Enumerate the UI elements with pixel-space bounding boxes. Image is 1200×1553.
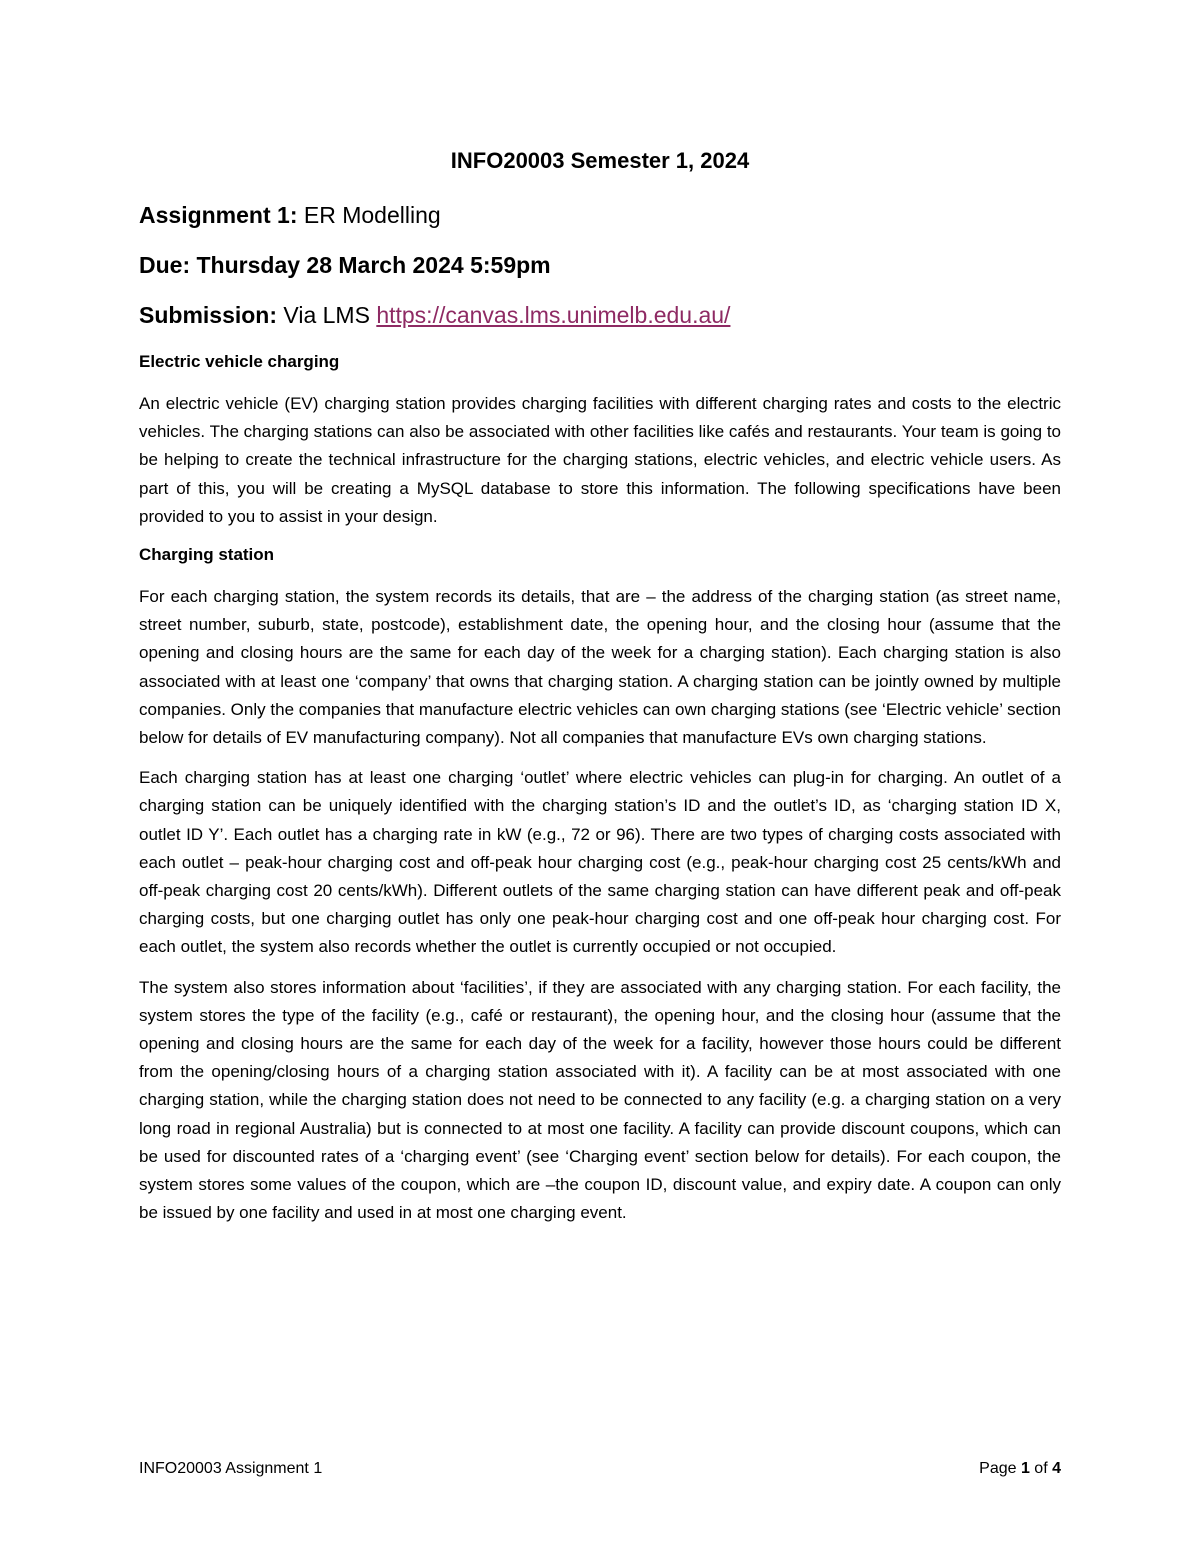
submission-link[interactable]: https://canvas.lms.unimelb.edu.au/ xyxy=(376,302,731,328)
submission-via: Via LMS xyxy=(277,302,377,328)
paragraph: Each charging station has at least one charging ‘outlet’ where electric vehicles can plug-in for charging. An outlet of a charging station can be uniquely identified with the charging station’s ID and the outlet’s ID, as ‘charging station ID X, outlet ID Y’. Each outlet has a charging rate in kW (e.g., 72 or 96). There are two types of charging costs associated with each outlet – peak-hour charging cost and off-peak hour charging cost (e.g., peak-hour charging cost 25 cents/kWh and off-peak charging cost 20 cents/kWh). Different outlets of the same charging station can have different peak and off-peak charging costs, but one charging outlet has only one peak-hour charging cost and one off-peak hour charging cost. For each outlet, the system also records whether the outlet is currently occupied or not occupied. xyxy=(139,768,1061,957)
footer-page-word: Page xyxy=(979,1460,1021,1477)
section-heading-ev-charging: Electric vehicle charging xyxy=(139,352,340,371)
assignment-value: ER Modelling xyxy=(297,202,441,228)
footer-page-number xyxy=(979,1460,1061,1478)
submission-label: Submission: xyxy=(139,302,278,328)
document-title: INFO20003 Semester 1, 2024 xyxy=(450,148,750,173)
document-page xyxy=(139,138,1061,1239)
assignment-label: Assignment 1: xyxy=(139,202,298,228)
paragraph: For each charging station, the system records its details, that are – the address of the charging station (as street name, street number, suburb, state, postcode), establishment date, the opening hour, and the closing hour (assume that the opening and closing hours are the same for each day of the week for a charging station). Each charging station is also associated with at least one ‘company’ that owns that charging station. A charging station can be jointly owned by multiple companies. Only the companies that manufacture electric vehicles can own charging stations (see ‘Electric vehicle’ section below for details of EV manufacturing company). Not all companies that manufacture EVs own charging stations. xyxy=(139,587,1061,748)
footer-page-of: of xyxy=(1029,1460,1053,1477)
section-heading-charging-station: Charging station xyxy=(139,545,275,565)
due-line xyxy=(139,252,1061,282)
paragraph: The system also stores information about ‘facilities’, if they are associated with any charging station. For each facility, the system stores the type of the facility (e.g., café or restaurant), the opening hour, and the closing hour (assume that the opening and closing hours are the same for each day of the week for a facility, however those hours could be different from the opening/closing hours of a charging station associated with it). A facility can be at most associated with one charging station, while the charging station does not need to be connected to any facility (e.g. a charging station on a very long road in regional Australia) but is connected to at most one facility. A facility can provide discount coupons, which can be used for discounted rates of a ‘charging event’ (see ‘Charging event’ section below for details). For each coupon, the system stores some values of the coupon, which are –the coupon ID, discount value, and expiry date. A coupon can only be issued by one facility and used in at most one charging event. xyxy=(139,977,1061,1223)
due-label: Due: Thursday 28 March 2024 5:59pm xyxy=(139,252,551,278)
footer-page-current: 1 xyxy=(1020,1460,1030,1477)
footer-document-name: INFO20003 Assignment 1 xyxy=(139,1460,323,1477)
assignment-line xyxy=(139,202,1061,232)
footer-page-total: 4 xyxy=(1052,1460,1061,1477)
paragraph: An electric vehicle (EV) charging station provides charging facilities with different charging rates and costs to the electric vehicles. The charging stations can also be associated with other facilities like cafés and restaurants. Your team is going to be helping to create the technical infrastructure for the charging stations, electric vehicles, and electric vehicle users. As part of this, you will be creating a MySQL database to store this information. The following specifications have been provided to you to assist in your design. xyxy=(139,394,1061,526)
submission-line xyxy=(139,302,1061,332)
